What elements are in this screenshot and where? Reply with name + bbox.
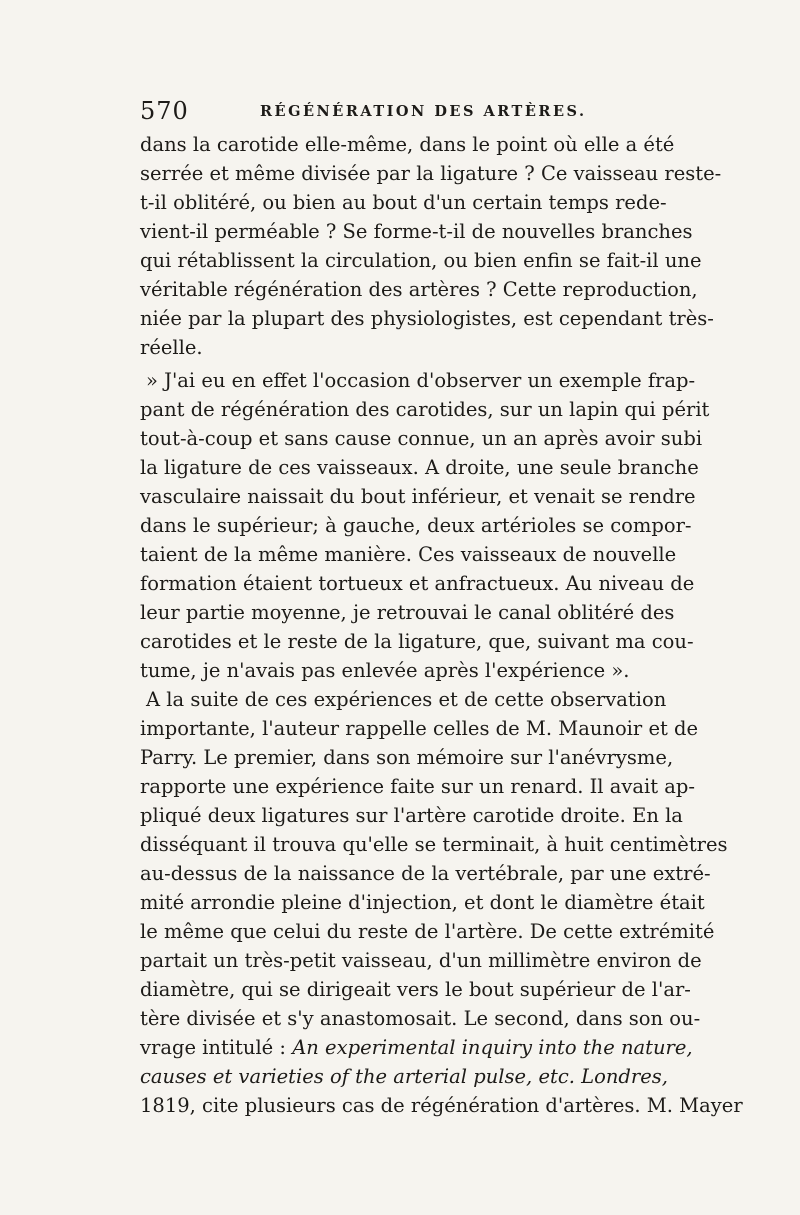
text-line: le même que celui du reste de l'artère. De cette extrémité [140, 920, 715, 943]
text-line: tère divisée et s'y anastomosait. Le second, dans son ou- [140, 1007, 701, 1030]
text-line: qui rétablissent la circulation, ou bien enfin se fait-il une [140, 249, 702, 272]
text-line: vient-il perméable ? Se forme-t-il de nouvelles branches [140, 220, 693, 243]
text-line: véritable régénération des artères ? Cette reproduction, [140, 278, 698, 301]
text-line: formation étaient tortueux et anfractueux. Au niveau de [140, 572, 695, 595]
text-line: niée par la plupart des physiologistes, est cependant très- [140, 307, 714, 330]
text-line: pliqué deux ligatures sur l'artère carotide droite. En la [140, 804, 683, 827]
text-line: » J'ai eu en effet l'occasion d'observer un exemple frap- [146, 369, 696, 392]
text-line: carotides et le reste de la ligature, que, suivant ma cou- [140, 630, 694, 653]
book-title-italic: causes et varieties of the arterial pulse, etc. Londres, [140, 1065, 668, 1088]
running-title: RÉGÉNÉRATION DES ARTÈRES. [260, 103, 587, 120]
text-line: Parry. Le premier, dans son mémoire sur l'anévrysme, [140, 746, 674, 769]
text-line: pant de régénération des carotides, sur un lapin qui périt [140, 398, 710, 421]
paragraph-3 [140, 685, 743, 1120]
text-line: dans le supérieur; à gauche, deux artérioles se compor- [140, 514, 692, 537]
text-line: importante, l'auteur rappelle celles de M. Maunoir et de [140, 717, 699, 740]
text-line: la ligature de ces vaisseaux. A droite, une seule branche [140, 456, 699, 479]
text-line: taient de la même manière. Ces vaisseaux de nouvelle [140, 543, 677, 566]
body-text [140, 130, 743, 1120]
text-line-mixed [140, 1033, 693, 1062]
text-line: mité arrondie pleine d'injection, et dont le diamètre était [140, 891, 705, 914]
text-line: au-dessus de la naissance de la vertébrale, par une extré- [140, 862, 711, 885]
text-line: 1819, cite plusieurs cas de régénération d'artères. M. Mayer [140, 1094, 743, 1117]
text-line-italic [140, 1062, 668, 1091]
text-line: serrée et même divisée par la ligature ? Ce vaisseau reste- [140, 162, 722, 185]
text-line: réelle. [140, 336, 203, 359]
text-line: tume, je n'avais pas enlevée après l'expérience ». [140, 659, 630, 682]
running-head [140, 97, 668, 123]
text-line: tout-à-coup et sans cause connue, un an après avoir subi [140, 427, 703, 450]
text-line: diamètre, qui se dirigeait vers le bout supérieur de l'ar- [140, 978, 691, 1001]
text-line: t-il oblitéré, ou bien au bout d'un certain temps rede- [140, 191, 667, 214]
page-number: 570 [140, 97, 189, 125]
book-title-italic: An experimental inquiry into the nature, [292, 1036, 693, 1059]
paragraph-2 [140, 366, 710, 685]
text-line: rapporte une expérience faite sur un renard. Il avait ap- [140, 775, 695, 798]
text-line: dans la carotide elle-même, dans le point où elle a été [140, 133, 675, 156]
text-line: A la suite de ces expériences et de cette observation [146, 688, 667, 711]
text-run: vrage intitulé : [140, 1036, 293, 1059]
paragraph-1 [140, 130, 722, 362]
text-line: disséquant il trouva qu'elle se terminait, à huit centimètres [140, 833, 728, 856]
text-line: vasculaire naissait du bout inférieur, et venait se rendre [140, 485, 696, 508]
text-line: partait un très-petit vaisseau, d'un millimètre environ de [140, 949, 702, 972]
text-line: leur partie moyenne, je retrouvai le canal oblitéré des [140, 601, 675, 624]
